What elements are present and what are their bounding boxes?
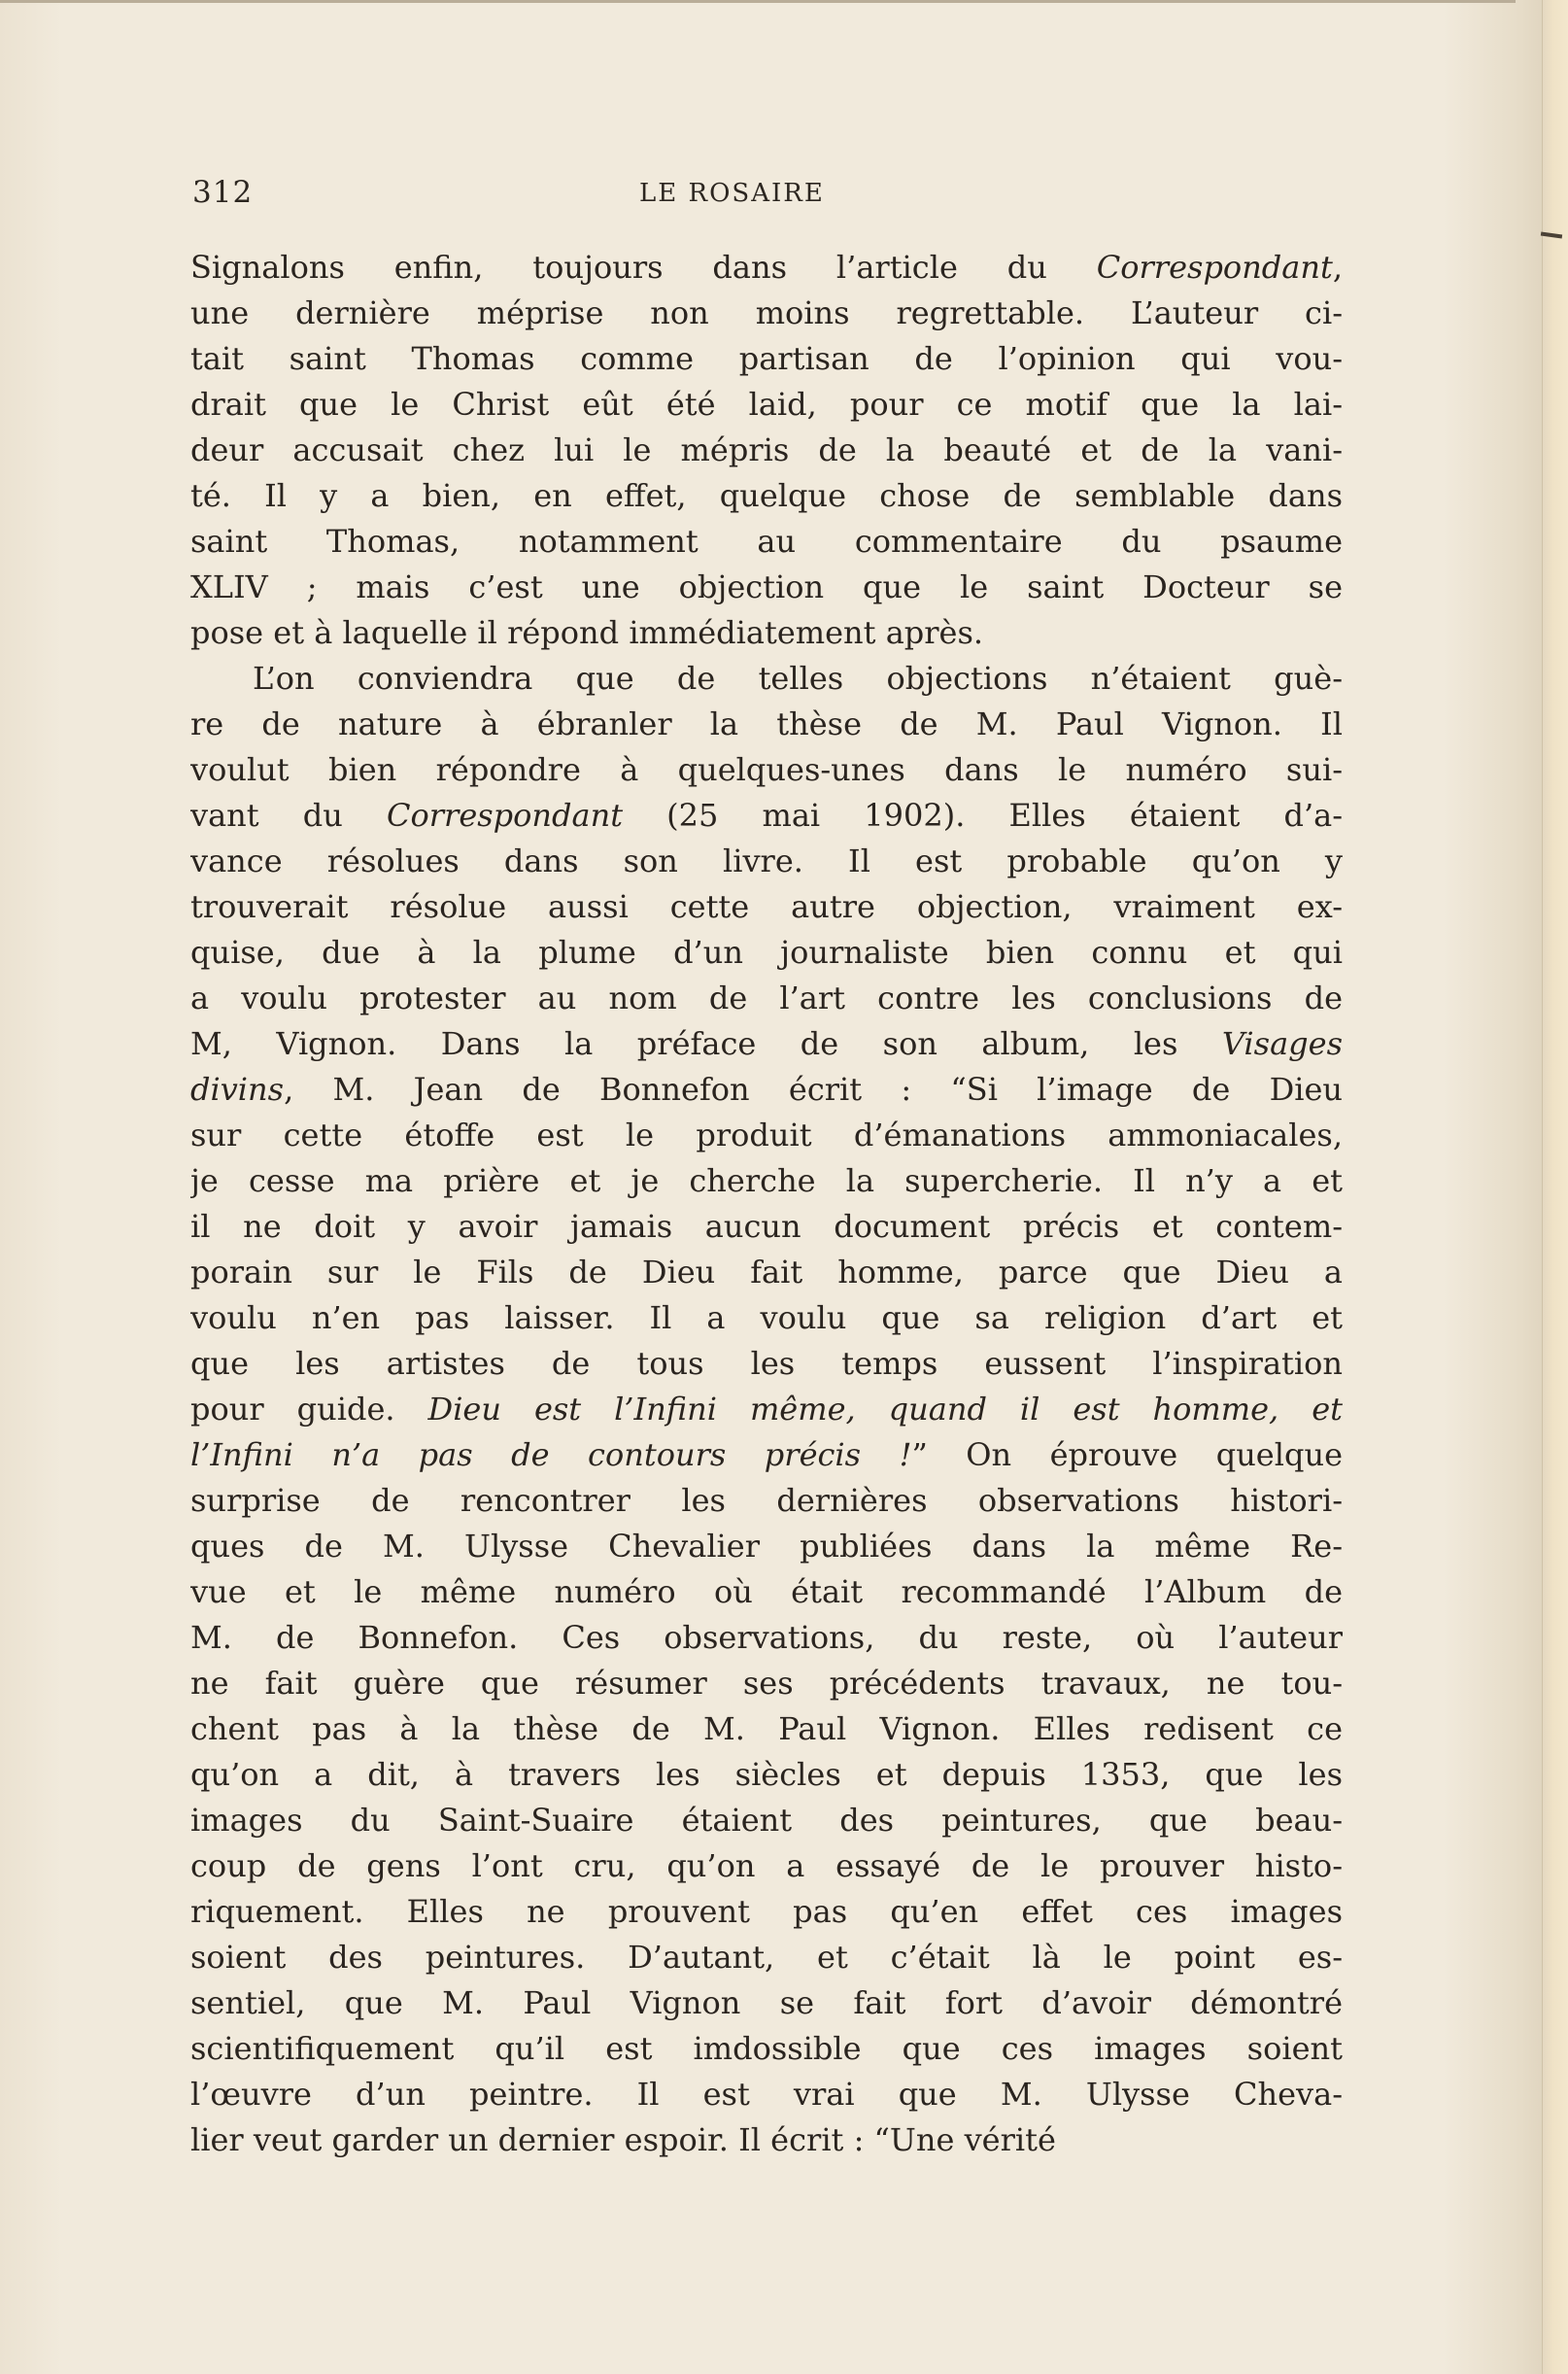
italic-text: Dieu est l’Infini même, quand il est homme, et bbox=[427, 1391, 1343, 1428]
text-line bbox=[190, 1067, 1343, 1113]
text-segment: une dernière méprise non moins regrettable. L’auteur ci- bbox=[190, 294, 1343, 331]
text-line bbox=[190, 1387, 1343, 1432]
text-line bbox=[190, 382, 1343, 428]
text-line bbox=[190, 1341, 1343, 1387]
text-line bbox=[190, 610, 1343, 656]
text-segment: l’œuvre d’un peintre. Il est vrai que M. Ulysse Cheva- bbox=[190, 2076, 1343, 2113]
text-line bbox=[190, 1615, 1343, 1661]
text-segment: que les artistes de tous les temps eussent l’inspiration bbox=[190, 1345, 1343, 1382]
text-line bbox=[190, 1569, 1343, 1615]
text-segment: Signalons enfin, toujours dans l’article du bbox=[190, 249, 1097, 286]
text-line bbox=[190, 1478, 1343, 1524]
text-line bbox=[190, 1752, 1343, 1798]
running-header bbox=[192, 175, 1341, 218]
text-segment: ” On éprouve quelque bbox=[911, 1436, 1343, 1473]
italic-text: Correspondant bbox=[1096, 249, 1333, 286]
italic-text: Correspondant bbox=[386, 797, 624, 834]
text-segment: sentiel, que M. Paul Vignon se fait fort d’avoir démontré bbox=[190, 1984, 1343, 2021]
text-segment: ne fait guère que résumer ses précédents travaux, ne tou- bbox=[190, 1665, 1343, 1702]
text-segment: surprise de rencontrer les dernières observations histori- bbox=[190, 1482, 1343, 1519]
text-line bbox=[190, 1889, 1343, 1935]
text-segment: drait que le Christ eût été laid, pour ce motif que la lai- bbox=[190, 386, 1343, 423]
text-segment: pour guide. bbox=[190, 1391, 428, 1428]
text-line bbox=[190, 565, 1343, 610]
italic-text: divins bbox=[190, 1071, 285, 1108]
text-segment: voulut bien répondre à quelques-unes dans le numéro sui- bbox=[190, 751, 1343, 788]
text-segment: , M. Jean de Bonnefon écrit : “Si l’image de Dieu bbox=[284, 1071, 1343, 1108]
text-segment: vant du bbox=[190, 797, 387, 834]
page-right-edge bbox=[1542, 0, 1568, 2374]
text-line bbox=[190, 793, 1343, 839]
text-line bbox=[190, 2117, 1343, 2163]
italic-text: l’Infini n’a pas de contours précis ! bbox=[190, 1436, 912, 1473]
text-line bbox=[190, 2072, 1343, 2117]
text-segment: chent pas à la thèse de M. Paul Vignon. Elles redisent ce bbox=[190, 1710, 1343, 1747]
running-title: LE ROSAIRE bbox=[639, 179, 825, 208]
text-line bbox=[190, 1980, 1343, 2026]
text-segment: lier veut garder un dernier espoir. Il écrit : “Une vérité bbox=[190, 2121, 1056, 2158]
text-segment: , bbox=[1332, 249, 1343, 286]
edge-mark bbox=[1541, 231, 1562, 238]
text-line bbox=[190, 747, 1343, 793]
text-line bbox=[190, 245, 1343, 291]
text-segment: il ne doit y avoir jamais aucun document précis et contem- bbox=[190, 1208, 1343, 1245]
text-line bbox=[190, 1021, 1343, 1067]
text-line bbox=[190, 1524, 1343, 1569]
text-line bbox=[190, 1295, 1343, 1341]
text-segment: ques de M. Ulysse Chevalier publiées dans la même Re- bbox=[190, 1528, 1343, 1565]
text-segment: té. Il y a bien, en effet, quelque chose de semblable dans bbox=[190, 477, 1343, 514]
text-segment: porain sur le Fils de Dieu fait homme, parce que Dieu a bbox=[190, 1254, 1343, 1290]
text-segment: je cesse ma prière et je cherche la supercherie. Il n’y a et bbox=[190, 1162, 1343, 1199]
text-segment: voulu n’en pas laisser. Il a voulu que sa religion d’art et bbox=[190, 1299, 1343, 1336]
text-segment: XLIV ; mais c’est une objection que le saint Docteur se bbox=[190, 568, 1343, 605]
text-segment: vance résolues dans son livre. Il est probable qu’on y bbox=[190, 843, 1343, 879]
text-line bbox=[190, 519, 1343, 565]
text-segment: tait saint Thomas comme partisan de l’opinion qui vou- bbox=[190, 340, 1343, 377]
text-segment: M. de Bonnefon. Ces observations, du reste, où l’auteur bbox=[190, 1619, 1343, 1656]
text-segment: (25 mai 1902). Elles étaient d’a- bbox=[623, 797, 1343, 834]
text-line bbox=[190, 473, 1343, 519]
text-segment: pose et à laquelle il répond immédiatement après. bbox=[190, 614, 984, 651]
text-segment: quise, due à la plume d’un journaliste bien connu et qui bbox=[190, 934, 1343, 971]
text-line bbox=[190, 2026, 1343, 2072]
top-edge-rule bbox=[0, 0, 1516, 3]
text-segment: L’on conviendra que de telles objections n’étaient guè- bbox=[253, 660, 1343, 697]
text-line bbox=[190, 336, 1343, 382]
text-line bbox=[190, 976, 1343, 1021]
text-line bbox=[190, 1661, 1343, 1706]
text-line bbox=[190, 1798, 1343, 1843]
text-line bbox=[190, 1204, 1343, 1250]
text-line bbox=[190, 930, 1343, 976]
text-line bbox=[190, 291, 1343, 336]
text-segment: trouverait résolue aussi cette autre objection, vraiment ex- bbox=[190, 888, 1343, 925]
text-segment: coup de gens l’ont cru, qu’on a essayé de le prouver histo- bbox=[190, 1847, 1343, 1884]
text-segment: re de nature à ébranler la thèse de M. Paul Vignon. Il bbox=[190, 705, 1343, 742]
text-line bbox=[190, 1935, 1343, 1980]
text-line bbox=[190, 1250, 1343, 1295]
text-line bbox=[190, 1843, 1343, 1889]
italic-text: Visages bbox=[1221, 1025, 1343, 1062]
text-line bbox=[190, 656, 1343, 702]
text-segment: M, Vignon. Dans la préface de son album, les bbox=[190, 1025, 1222, 1062]
text-segment: a voulu protester au nom de l’art contre les conclusions de bbox=[190, 980, 1343, 1016]
text-line bbox=[190, 1432, 1343, 1478]
text-segment: vue et le même numéro où était recommandé l’Album de bbox=[190, 1573, 1343, 1610]
text-segment: qu’on a dit, à travers les siècles et depuis 1353, que les bbox=[190, 1756, 1343, 1793]
text-line bbox=[190, 428, 1343, 473]
text-line bbox=[190, 884, 1343, 930]
text-line bbox=[190, 1706, 1343, 1752]
text-segment: images du Saint-Suaire étaient des peintures, que beau- bbox=[190, 1802, 1343, 1839]
text-line bbox=[190, 839, 1343, 884]
text-segment: scientifiquement qu’il est imdossible que ces images soient bbox=[190, 2030, 1343, 2067]
text-segment: sur cette étoffe est le produit d’émanations ammoniacales, bbox=[190, 1117, 1343, 1153]
page-number: 312 bbox=[192, 175, 254, 210]
body-text bbox=[190, 245, 1343, 2163]
text-segment: riquement. Elles ne prouvent pas qu’en effet ces images bbox=[190, 1893, 1343, 1930]
text-segment: saint Thomas, notamment au commentaire du psaume bbox=[190, 523, 1343, 560]
text-line bbox=[190, 702, 1343, 747]
text-segment: soient des peintures. D’autant, et c’était là le point es- bbox=[190, 1939, 1343, 1976]
text-line bbox=[190, 1158, 1343, 1204]
text-segment: deur accusait chez lui le mépris de la beauté et de la vani- bbox=[190, 431, 1343, 468]
text-line bbox=[190, 1113, 1343, 1158]
